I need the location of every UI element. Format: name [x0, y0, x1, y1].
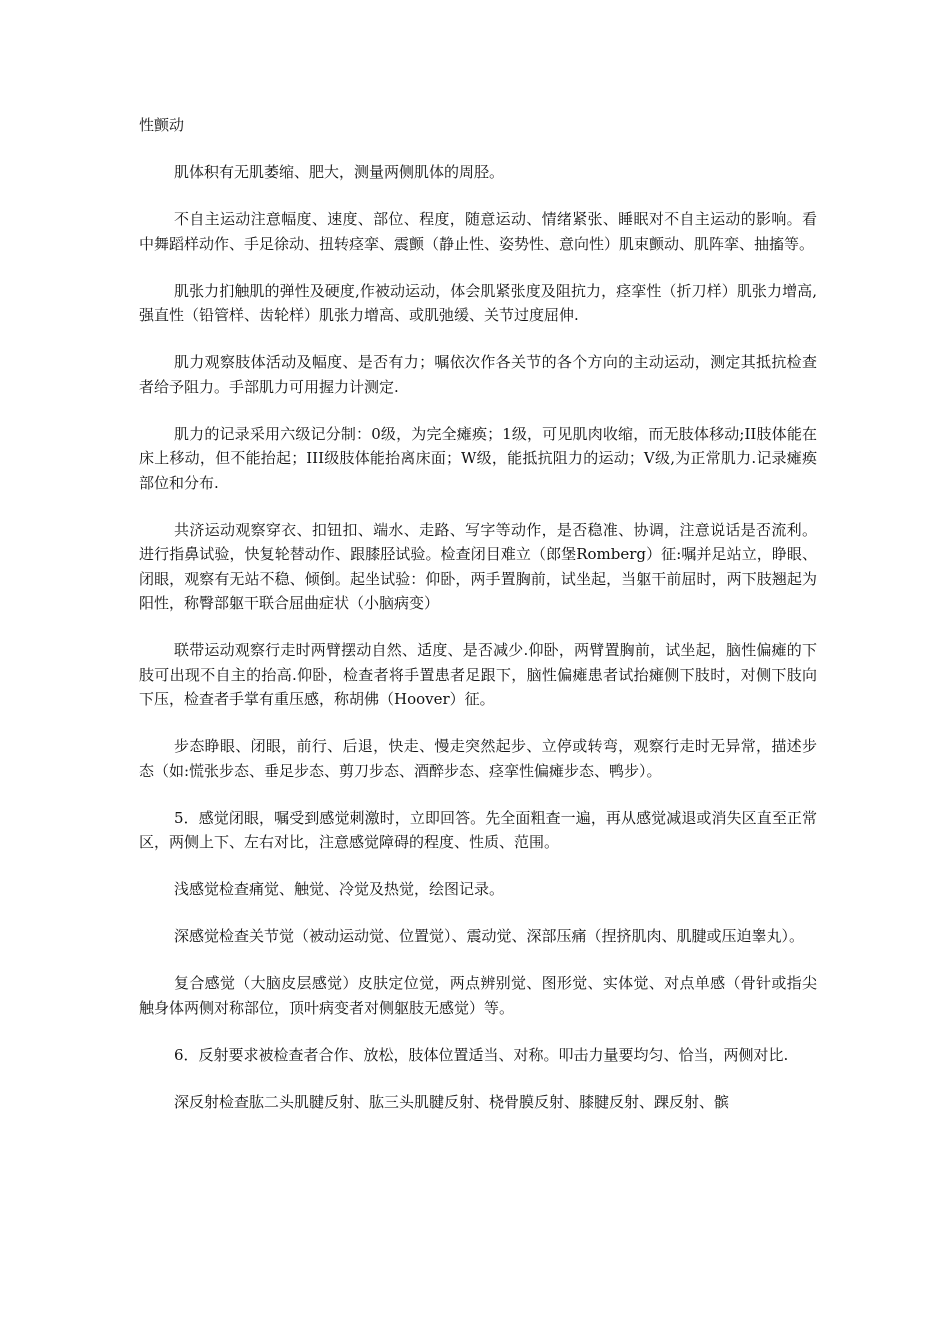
paragraph-superficial-sensation: 浅感觉检查痛觉、触觉、冷觉及热觉，绘图记录。: [174, 880, 505, 898]
paragraph-associated-movement: 联带运动观察行走时两臂摆动自然、适度、是否减少.仰卧，两臂置胸前，试坐起，脑性偏瘫的下肢可出现不自主的抬高.仰卧，检查者将手置患者足跟下，脑性偏瘫患者试抬瘫侧下肢时，对侧下肢向下压，检查者手掌有重压感，称胡佛（Hoover）征。: [139, 641, 817, 708]
paragraph-involuntary-movement: 不自主运动注意幅度、速度、部位、程度，随意运动、情绪紧张、睡眠对不自主运动的影响。看中舞蹈样动作、手足徐动、扭转痉挛、震颤（静止性、姿势性、意向性）肌束颤动、肌阵挛、抽搐等。: [139, 210, 817, 253]
paragraph-muscle-volume: 肌体积有无肌萎缩、肥大，测量两侧肌体的周胫。: [174, 163, 505, 181]
paragraph-gait: 步态睁眼、闭眼，前行、后退，快走、慢走突然起步、立停或转弯，观察行走时无异常，描述步态（如:慌张步态、垂足步态、剪刀步态、酒醉步态、痉挛性偏瘫步态、鸭步）。: [139, 737, 817, 780]
paragraph-strength-grading: 肌力的记录采用六级记分制：0级，为完全瘫痪；1级，可见肌肉收缩，而无肢体移动;II肢体能在床上移动，但不能抬起；III级肢体能抬离床面；W级，能抵抗阻力的运动；V级,为正常肌力.记录瘫痪部位和分布.: [139, 424, 817, 492]
paragraph-deep-sensation: 深感觉检查关节觉（被动运动觉、位置觉）、震动觉、深部压痛（捏挤肌肉、肌腱或压迫睾丸）。: [174, 927, 805, 945]
paragraph-muscle-strength: 肌力观察肢体活动及幅度、是否有力；嘱依次作各关节的各个方向的主动运动，测定其抵抗检查者给予阻力。手部肌力可用握力计测定.: [139, 353, 817, 396]
paragraph-coordination: 共济运动观察穿衣、扣钮扣、端水、走路、写字等动作，是否稳准、协调，注意说话是否流利。进行指鼻试验，快复轮替动作、跟膝胫试验。检查闭目难立（郎堡Romberg）征:嘱并足站立，睁眼、闭眼，观察有无站不稳、倾倒。起坐试验：仰卧，两手置胸前，试坐起，当躯干前屈时，两下肢翘起为阳性，称臀部躯干联合屈曲症状（小脑病变）: [139, 520, 817, 612]
paragraph-muscle-tone: 肌张力扪触肌的弹性及硬度,作被动运动，体会肌紧张度及阻抗力，痉挛性（折刀样）肌张力增高,强直性（铅管样、齿轮样）肌张力增高、或肌弛缓、关节过度屈伸.: [139, 281, 817, 324]
paragraph-continuation: 性颤动: [139, 116, 185, 134]
paragraph-deep-reflexes: 深反射检查肱二头肌腱反射、肱三头肌腱反射、桡骨膜反射、膝腱反射、踝反射、髌: [174, 1092, 730, 1111]
document-page: [139, 113, 817, 1137]
paragraph-reflexes: 6．反射要求被检查者合作、放松，肢体位置适当、对称。叩击力量要均匀、恰当，两侧对比.: [174, 1045, 789, 1064]
paragraph-sensation: 5．感觉闭眼，嘱受到感觉刺激时，立即回答。先全面粗查一遍，再从感觉减退或消失区直至正常区，两侧上下、左右对比，注意感觉障碍的程度、性质、范围。: [139, 808, 817, 851]
paragraph-complex-sensation: 复合感觉（大脑皮层感觉）皮肤定位觉，两点辨别觉、图形觉、实体觉、对点单感（骨针或指尖触身体两侧对称部位，顶叶病变者对侧躯肢无感觉）等。: [139, 974, 817, 1017]
